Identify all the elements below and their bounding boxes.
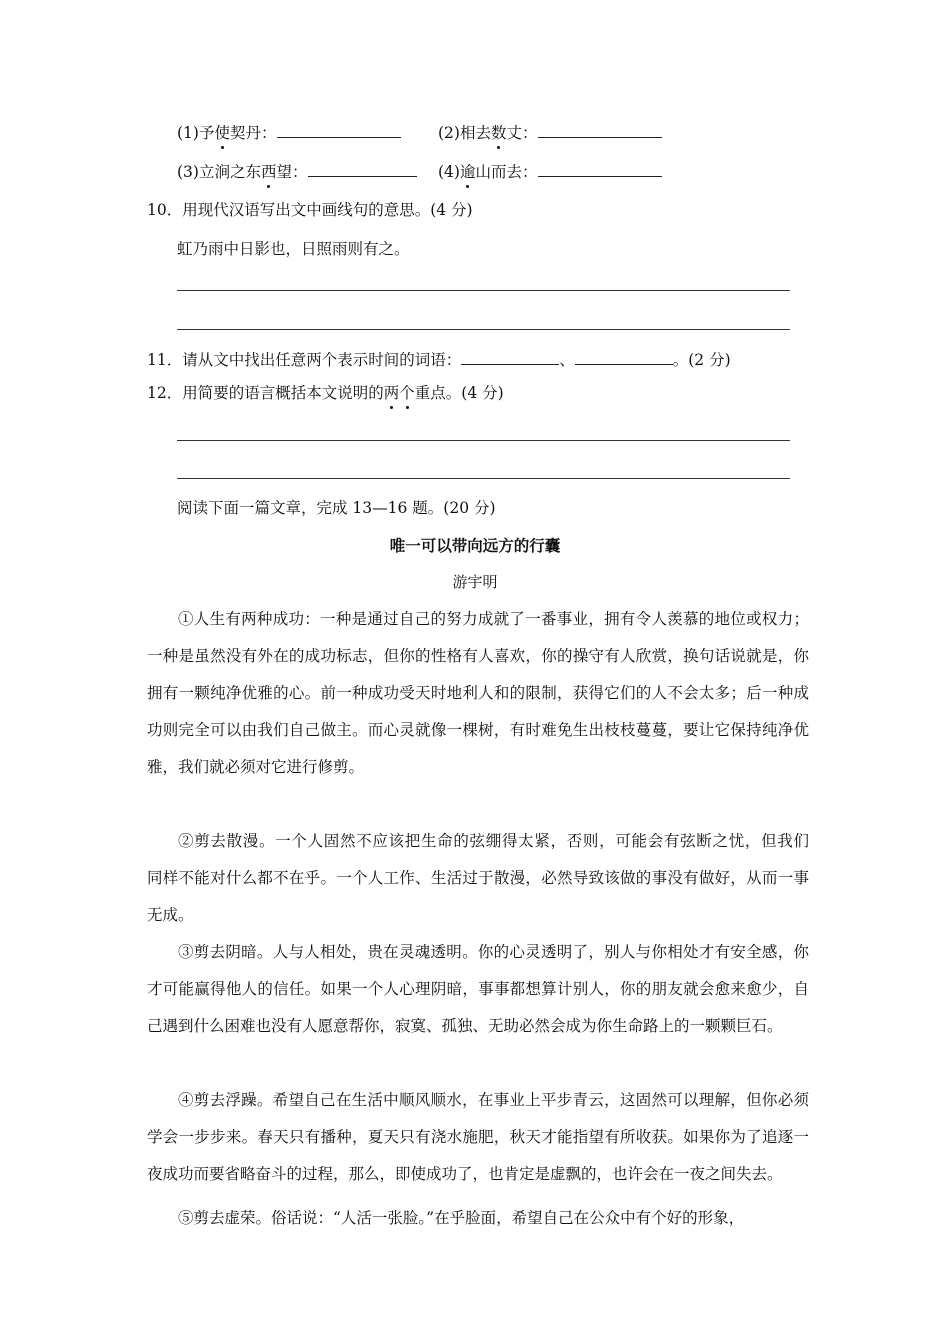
answer-blank[interactable] xyxy=(538,121,662,138)
emphasis-char: 数 xyxy=(490,124,507,142)
q9-item-1: (1)予使契丹： xyxy=(177,121,401,144)
emphasis-char: 逾 xyxy=(459,163,476,181)
article-paragraph-4: ④剪去浮躁。希望自己在生活中顺风顺水，在事业上平步青云，这固然可以理解，但你必须学会一步步来。春天只有播种，夏天只有浇水施肥，秋天才能指望有所收获。如果你为了追逐一夜成功而要省略奋斗的过程，那么，即使成功了，也肯定是虚飘的，也许会在一夜之间失去。 xyxy=(147,1091,809,1183)
answer-blank[interactable] xyxy=(538,160,662,177)
q9-item-4: (4)逾山而去： xyxy=(438,160,662,183)
q12-label: 12．用简要的语言概括本文说明的两个重点。(4 分) xyxy=(147,384,504,402)
answer-blank[interactable] xyxy=(575,348,673,365)
article-author: 游宇明 xyxy=(452,573,498,591)
article-paragraph-5: ⑤剪去虚荣。俗话说：“人活一张脸。”在乎脸面，希望自己在公众中有个好的形象， xyxy=(178,1209,745,1227)
reading-intro: 阅读下面一篇文章，完成 13—16 题。(20 分) xyxy=(177,499,496,517)
q11-label: 11．请从文中找出任意两个表示时间的词语： 、 。(2 分) xyxy=(147,348,731,371)
q10-sentence: 虹乃雨中日影也，日照雨则有之。 xyxy=(177,240,410,258)
q10-label: 10．用现代汉语写出文中画线句的意思。(4 分) xyxy=(147,201,473,219)
emphasis-char: 西 xyxy=(260,163,277,181)
answer-line[interactable] xyxy=(177,329,790,330)
answer-line[interactable] xyxy=(177,290,790,291)
answer-line[interactable] xyxy=(177,478,790,479)
emphasis-char: 两 xyxy=(383,384,400,402)
article-title: 唯一可以带向远方的行囊 xyxy=(389,536,561,555)
emphasis-char: 使 xyxy=(214,124,230,142)
article-paragraph-1: ①人生有两种成功：一种是通过自己的努力成就了一番事业，拥有令人羡慕的地位或权力；一种是虽然没有外在的成功标志，但你的性格有人喜欢，你的操守有人欣赏，换句话说就是，你拥有一颗纯净优雅的心。前一种成功受天时地利人和的限制，获得它们的人不会太多；后一种成功则完全可以由我们自己做主。而心灵就像一棵树，有时难免生出枝枝蔓蔓，要让它保持纯净优雅，我们就必须对它进行修剪。 xyxy=(147,610,809,776)
article-paragraph-3: ③剪去阴暗。人与人相处，贵在灵魂透明。你的心灵透明了，别人与你相处才有安全感，你才可能赢得他人的信任。如果一个人心理阴暗，事事都想算计别人，你的朋友就会愈来愈少，自己遇到什么困难也没有人愿意帮你，寂寞、孤独、无助必然会成为你生命路上的一颗颗巨石。 xyxy=(147,943,809,1035)
q9-item-2: (2)相去数丈： xyxy=(438,121,662,144)
answer-line[interactable] xyxy=(177,440,790,441)
article-paragraph-2: ②剪去散漫。一个人固然不应该把生命的弦绷得太紧，否则，可能会有弦断之忧，但我们 同样不能对什么都不在乎。一个人工作、生活过于散漫，必然导致该做的事没有做好，从而一事无成。 xyxy=(147,832,825,924)
answer-blank[interactable] xyxy=(461,348,559,365)
answer-blank[interactable] xyxy=(308,160,417,177)
q9-item-3: (3)立涧之东西望： xyxy=(177,160,417,183)
emphasis-char: 个 xyxy=(399,384,415,402)
answer-blank[interactable] xyxy=(277,121,401,138)
